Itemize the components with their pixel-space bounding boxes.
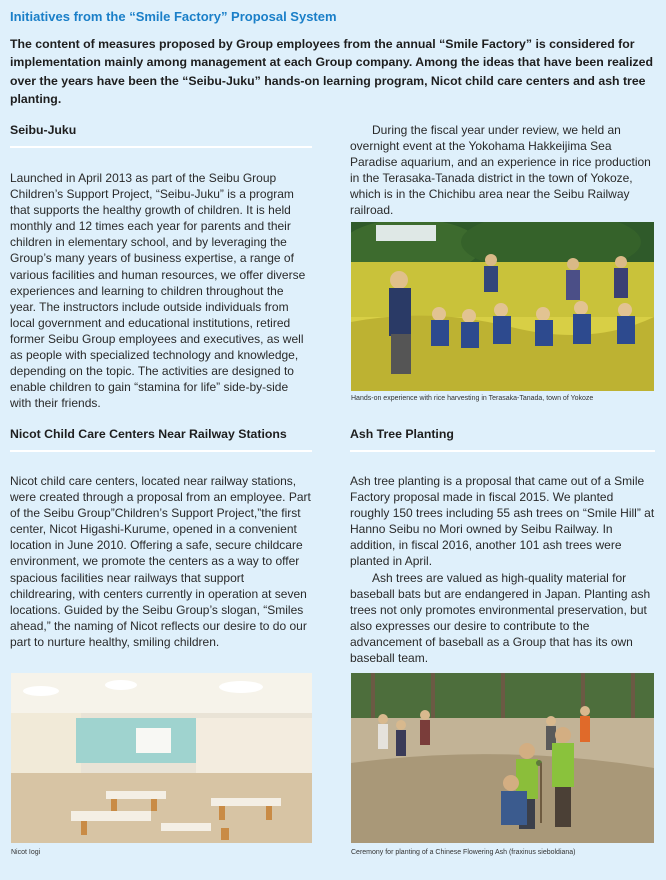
ash-section — [350, 427, 655, 666]
ash-planting-caption: Ceremony for planting of a Chinese Flowering Ash (fraxinus sieboldiana) — [351, 849, 576, 856]
rice-harvest-photo — [351, 222, 654, 391]
seibu-juku-heading: Seibu-Juku — [10, 123, 312, 148]
nicot-classroom-photo — [11, 673, 312, 843]
ash-heading: Ash Tree Planting — [350, 427, 655, 452]
nicot-section — [10, 427, 312, 650]
ash-body-1: Ash tree planting is a proposal that came out of a Smile Factory proposal made in fiscal 2015. We planted roughly 150 trees including 55 ash trees on “Smile Hill” at Hanno Seibu no Mori owned by Seibu Railway. In addition, in fiscal 2016, another 101 ash trees were planted in April. — [350, 474, 655, 569]
seibu-juku-continued-section — [350, 122, 655, 219]
ash-body-2: Ash trees are valued as high-quality material for baseball bats but are endangered in Japan. Planting ash trees not only promotes environmental preservation, but also expresses our desire to contribute to the advancement of baseball as a Group that has its own baseball team. — [350, 570, 651, 666]
seibu-juku-continued-text: During the fiscal year under review, we held an overnight event at the Yokohama Hakkeijima Sea Paradise aquarium, and an experience in rice production in the Terasaka-Tanada district in the town of Yokoze, which is in the Chichibu area near the Seibu Railway railroad. — [350, 123, 651, 218]
page-title: Initiatives from the “Smile Factory” Proposal System — [10, 9, 337, 24]
nicot-body: Nicot child care centers, located near railway stations, were created through a proposal from an employee. Part of the Seibu Group”Children’s Support Project,”the first center, Nicot Higashi-Kurume, opened in a convenient location in June 2010. Offering a safe, secure childcare environment, we promote the centers as a way to offer spacious facilities near railways that support childrearing, with centers currently in operation at seven locations. Guided by the Seibu Group’s slogan, “Smiles ahead,” the naming of Nicot reflects our desire to do our part to nurture healthy, smiling children. — [10, 474, 311, 649]
nicot-heading: Nicot Child Care Centers Near Railway Stations — [10, 427, 312, 452]
nicot-caption: Nicot Iogi — [11, 849, 41, 856]
rice-harvest-caption: Hands-on experience with rice harvesting in Terasaka-Tanada, town of Yokoze — [351, 395, 594, 402]
intro-text: The content of measures proposed by Group employees from the annual “Smile Factory” is considered for implementation mainly among management at each Group company. Among the ideas that have been realized over the years have been the “Seibu-Juku” hands-on learning program, Nicot child care centers and ash tree planting. — [10, 37, 653, 106]
ash-planting-photo — [351, 673, 654, 843]
seibu-juku-section — [10, 123, 312, 411]
seibu-juku-body: Launched in April 2013 as part of the Seibu Group Children’s Support Project, “Seibu-Juku” is a program that supports the healthy growth of children. It is held monthly and 12 times each year for parents and their children in elementary school, and by leveraging the Group’s many years of business expertise, a range of various facilities and human resources, we offer diverse experiences and learning to children throughout the year. The instructors include outside individuals from local government and educational institutions, retired former Seibu Group employees and executives, as well as people with specialized technology and knowledge, depending on the topic. The activities are designed to enable children to gain “stamina for life” side-by-side with their friends. — [10, 171, 306, 411]
